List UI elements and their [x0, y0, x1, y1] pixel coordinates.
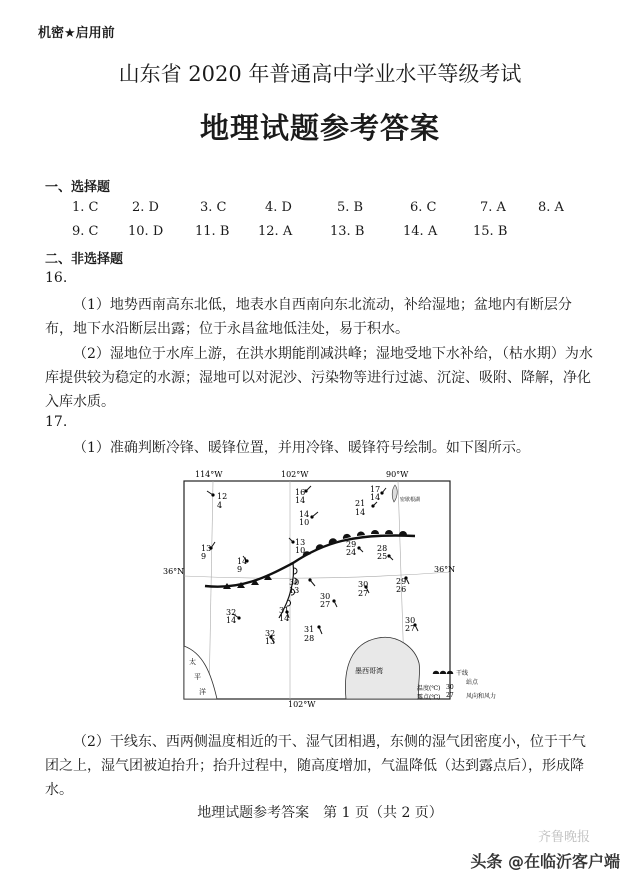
answer-item: 2. D: [132, 200, 159, 215]
svg-text:干线: 干线: [456, 670, 469, 677]
svg-text:28: 28: [377, 544, 388, 553]
parallel-36n: [184, 572, 450, 578]
svg-text:14: 14: [295, 496, 306, 505]
svg-text:风向和风力: 风向和风力: [466, 693, 497, 700]
svg-text:温度(℃): 温度(℃): [417, 685, 441, 692]
answer-item: 15. B: [473, 224, 508, 239]
svg-text:32: 32: [265, 629, 276, 638]
answer-item: 4. D: [265, 200, 292, 215]
lake-label: 密歇根湖: [400, 497, 421, 503]
watermark-faint: 齐鲁晚报: [537, 830, 590, 845]
svg-text:10: 10: [299, 518, 310, 527]
svg-text:13: 13: [289, 586, 300, 595]
station-plot: [295, 486, 311, 505]
weather-map: [163, 468, 497, 709]
svg-text:27: 27: [405, 624, 416, 633]
lon-label-90w: 90°W: [386, 470, 409, 479]
question-16-part-2: （2）湿地位于水库上游，在洪水期能削减洪峰；湿地受地下水补给，（枯水期）为水库提供较为稳定的水源；湿地可以对泥沙、污染物等进行过滤、沉淀、吸附、降解，净化入库水质。: [45, 346, 593, 410]
answer-item: 3. C: [200, 200, 227, 215]
question-17-part-1: （1）准确判断冷锋、暖锋位置，并用冷锋、暖锋符号绘制。如下图所示。: [73, 440, 530, 456]
station-plot: [226, 608, 241, 625]
svg-text:32: 32: [226, 608, 237, 617]
question-16-part-1: （1）地势西南高东北低，地表水自西南向东北流动，补给湿地；盆地内有断层分布，地下水沿断层出露；位于永昌盆地低洼处，易于积水。: [45, 297, 572, 337]
svg-text:4: 4: [217, 501, 223, 510]
svg-text:24: 24: [346, 548, 357, 557]
station-plot: [370, 485, 386, 502]
svg-text:露点(℃): 露点(℃): [417, 694, 441, 701]
svg-text:9: 9: [237, 565, 243, 574]
svg-text:13: 13: [295, 538, 306, 547]
svg-text:31: 31: [279, 606, 290, 615]
svg-text:29: 29: [346, 540, 357, 549]
station-plot: [207, 491, 227, 510]
svg-text:17: 17: [370, 485, 381, 494]
svg-text:14: 14: [279, 614, 290, 623]
svg-text:30: 30: [358, 580, 369, 589]
document-title: 地理试题参考答案: [199, 111, 440, 145]
svg-text:29: 29: [396, 577, 407, 586]
ocean-label: 平: [194, 673, 201, 681]
station-plot: [377, 544, 393, 561]
station-plot: [289, 578, 315, 595]
svg-text:14: 14: [299, 510, 310, 519]
svg-text:28: 28: [304, 634, 315, 643]
answer-item: 14. A: [403, 224, 438, 239]
watermark: 头条 @在临沂客户端: [470, 852, 620, 871]
map-legend: [417, 669, 496, 701]
bottom-lon-label: 102°W: [288, 700, 316, 709]
answer-item: 9. C: [72, 224, 99, 239]
section-multiple-choice-heading: 一、选择题: [45, 180, 111, 195]
station-plot: [405, 616, 418, 633]
svg-text:30: 30: [289, 578, 300, 587]
lon-label-114w: 114°W: [195, 470, 223, 479]
svg-text:25: 25: [377, 552, 388, 561]
station-plot: [304, 625, 322, 643]
station-plot: [237, 556, 249, 574]
station-plot: [299, 510, 318, 527]
gulf-label: 墨西哥湾: [355, 667, 383, 675]
lake-michigan: [392, 485, 397, 502]
svg-text:14: 14: [355, 508, 366, 517]
station-plot: [320, 592, 337, 609]
question-16-number: 16.: [45, 270, 68, 286]
svg-text:31: 31: [304, 625, 315, 634]
station-plot: [346, 540, 363, 557]
station-plots: [201, 485, 421, 646]
station-plot: [289, 538, 305, 555]
ocean-label: 洋: [199, 688, 206, 696]
station-plot: [265, 629, 275, 646]
svg-text:26: 26: [396, 585, 407, 594]
svg-text:13: 13: [201, 544, 212, 553]
lon-label-102w: 102°W: [281, 470, 309, 479]
svg-text:14: 14: [237, 557, 248, 566]
station-plot: [201, 542, 215, 561]
svg-text:13: 13: [265, 637, 276, 646]
ocean-label: 太: [189, 658, 196, 666]
question-17-part-2: （2）干线东、西两侧温度相近的干、湿气团相遇，东侧的湿气团密度小，位于干气团之上，湿气团被迫抬升；抬升过程中，随高度增加，气温降低（达到露点后），形成降水。: [45, 734, 586, 798]
svg-text:10: 10: [295, 546, 306, 555]
station-plot: [358, 580, 369, 598]
lat-label-left: 36°N: [163, 567, 185, 576]
svg-text:27: 27: [358, 589, 369, 598]
station-plot: [279, 606, 289, 623]
svg-text:30: 30: [446, 684, 454, 691]
svg-text:30: 30: [405, 616, 416, 625]
confidential-label: 机密★启用前: [38, 26, 115, 41]
svg-text:30: 30: [320, 592, 331, 601]
answer-item: 1. C: [72, 200, 99, 215]
svg-text:27: 27: [320, 600, 331, 609]
lat-label-right: 36°N: [434, 565, 456, 574]
exam-title: 山东省 2020 年普通高中学业水平等级考试: [118, 62, 522, 86]
svg-text:21: 21: [355, 499, 366, 508]
station-plot: [396, 576, 409, 594]
answer-item: 12. A: [258, 224, 293, 239]
meridian-114w: [209, 481, 213, 699]
answer-item: 8. A: [538, 200, 564, 215]
svg-text:16: 16: [295, 488, 306, 497]
svg-text:12: 12: [217, 492, 228, 501]
svg-text:9: 9: [201, 552, 207, 561]
answer-item: 10. D: [128, 224, 164, 239]
svg-text:27: 27: [446, 692, 454, 699]
svg-text:14: 14: [370, 493, 381, 502]
question-17-number: 17.: [45, 414, 68, 430]
answer-item: 13. B: [330, 224, 365, 239]
section-open-questions-heading: 二、非选择题: [45, 252, 124, 267]
svg-text:14: 14: [226, 616, 237, 625]
svg-text:站点: 站点: [466, 679, 479, 686]
dryline-legend-symbol: [433, 671, 453, 674]
answer-item: 5. B: [337, 200, 364, 215]
answer-item: 6. C: [410, 200, 437, 215]
answer-item: 7. A: [480, 200, 506, 215]
answer-item: 11. B: [195, 224, 230, 239]
page-footer: 地理试题参考答案 第 1 页（共 2 页）: [197, 805, 443, 821]
